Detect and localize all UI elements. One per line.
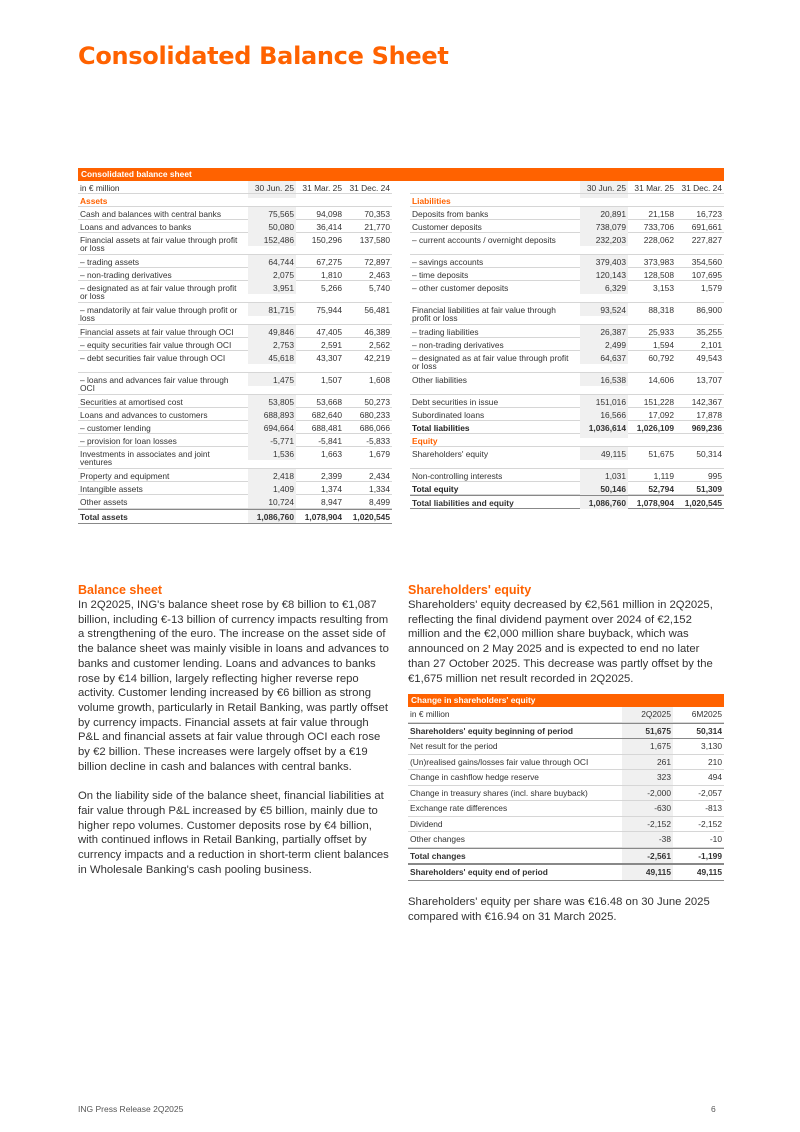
cell-value: 43,307 [316,352,342,363]
cell-value: 67,275 [316,256,342,267]
cell-value [580,194,628,198]
row-label: Total liabilities and equity [412,497,514,508]
paragraph: On the liability side of the balance sheet, financial liabilities at fair value through P&L increased by €5 billion, mainly due to higher repo volumes. Customer deposits rose by €4 billion, with continued inflows in Retail Banking, partially offset by currency impacts and a reduction in short-term client balances in Wholesale Banking's cash pooling business. [78,790,389,876]
table-row [408,801,724,817]
table-row [78,268,392,281]
cell-value: 150,296 [311,234,342,245]
row-label: – customer lending [80,422,151,433]
paragraph: In 2Q2025, ING's balance sheet rose by €8 billion to €1,087 billion, including €-13 billion of currency impacts resulting from a strengthening of the euro. The increase on the asset side of the balance sheet was mainly visible in loans and advances to banks and customer lending. Loans and advances to banks rose by €14 billion, largely reflecting higher reverse repo activity. Customer lending increased by €6 billion as strong volume growth, particularly in Retail Banking, was partly offset by currency impacts. Financial assets at fair value through P&L and financial assets at fair value through OCI each rose by €2 billion. These increases were largely offset by a €19 billion decline in cash and balances with central banks. [78,599,389,773]
table-row [78,351,392,373]
cell-value: 53,668 [316,396,342,407]
column-header: 30 Jun. 25 [248,181,296,193]
table-row [408,770,724,786]
cell-value: -1,199 [698,850,722,861]
cell-value: 8,499 [369,496,390,507]
cell-value: 680,233 [359,409,390,420]
cell-value: 36,414 [316,221,342,232]
table-row [408,817,724,833]
cell-value [628,434,676,438]
table-row [408,832,724,848]
cell-value: 8,947 [321,496,342,507]
cell-value [248,194,296,198]
cell-value: -2,057 [698,787,722,798]
liabilities-column [410,181,724,524]
cell-value: 16,538 [580,373,628,385]
cell-value: 72,897 [364,256,390,267]
cell-value: 45,618 [248,351,296,363]
table-row [78,373,392,395]
cell-value: 1,031 [580,469,628,481]
cell-value: 1,026,109 [636,422,674,433]
table-row [78,338,392,351]
row-label: Subordinated loans [412,409,485,420]
row-label: – trading liabilities [412,326,479,337]
table-row [78,434,392,447]
cell-value: 1,579 [701,282,722,293]
cell-value: 64,637 [580,351,628,363]
cell-value: 682,640 [311,409,342,420]
cell-value: 70,353 [364,208,390,219]
column-header-row [410,181,724,194]
table-row [410,233,724,255]
cell-value: 1,086,760 [248,510,296,522]
cell-value: 10,724 [248,495,296,507]
table-row [408,786,724,802]
table-row [410,408,724,421]
cell-value: 1,594 [653,339,674,350]
cell-value: 60,792 [648,352,674,363]
row-label: Other liabilities [412,374,467,385]
cell-value: 88,318 [648,304,674,315]
cell-value: 49,115 [580,447,628,459]
cell-value: 26,387 [580,325,628,337]
table-header: Consolidated balance sheet [78,168,724,181]
row-label: – non-trading derivatives [412,339,504,350]
row-label: Exchange rate differences [410,803,508,813]
row-label: Change in cashflow hedge reserve [410,772,539,782]
cell-value: 64,744 [248,255,296,267]
cell-value [344,194,392,198]
cell-value: 42,219 [364,352,390,363]
cell-value: -5,771 [248,434,296,446]
row-label: Other assets [80,496,128,507]
equity-change-table [408,694,724,881]
table-row [408,739,724,755]
table-row [78,281,392,303]
assets-column [78,181,392,524]
unit-label [410,181,580,185]
cell-value [676,434,724,438]
cell-value: 107,695 [691,269,722,280]
table-row [410,469,724,482]
cell-value: 261 [622,755,673,770]
row-label: – current accounts / overnight deposits [412,234,556,245]
column-header: 2Q2025 [622,707,673,722]
row-label: – time deposits [412,269,469,280]
table-header: Change in shareholders' equity [408,694,724,707]
cell-value: 21,770 [364,221,390,232]
cell-value: 46,389 [364,326,390,337]
cell-value: 2,418 [248,469,296,481]
cell-value: 51,675 [648,448,674,459]
cell-value: 50,146 [580,482,628,494]
row-label: Assets [80,195,108,206]
row-label: Other changes [410,834,465,844]
table-row [78,447,392,469]
cell-value: 227,827 [691,234,722,245]
table-row [78,303,392,325]
cell-value: 152,486 [248,233,296,245]
row-label: Shareholders' equity end of period [410,867,548,877]
cell-value: 50,314 [696,725,722,736]
cell-value: 75,565 [248,207,296,219]
cell-value: -2,152 [622,817,673,832]
row-label: – equity securities fair value through OCI [80,339,232,350]
cell-value [676,194,724,198]
cell-value: 2,075 [248,268,296,280]
cell-value: 1,679 [369,448,390,459]
table-row [410,220,724,233]
table-row [78,220,392,233]
cell-value: 1,086,760 [580,496,628,508]
row-label: (Un)realised gains/losses fair value through OCI [410,756,589,767]
table-row [410,207,724,220]
row-label: – loans and advances fair value through OCI [80,374,229,394]
cell-value: 1,663 [321,448,342,459]
cell-value: 6,329 [580,281,628,293]
cell-value: 688,893 [248,408,296,420]
cell-value: -813 [705,803,722,813]
row-label: Dividend [410,818,443,829]
cell-value: 51,675 [622,724,673,739]
paragraph: Shareholders' equity per share was €16.48 on 30 June 2025 compared with €16.94 on 31 March 2025. [408,896,710,923]
cell-value: 137,580 [359,234,390,245]
cell-value: 969,236 [691,422,722,433]
table-row [410,303,724,325]
cell-value: 2,499 [580,338,628,350]
balance-sheet-section [78,583,392,877]
cell-value: 142,367 [691,396,722,407]
row-label: – non-trading derivatives [80,269,172,280]
table-row [78,421,392,434]
cell-value: 128,508 [643,269,674,280]
table-row [78,469,392,482]
cell-value: 17,878 [696,409,722,420]
cell-value: 49,115 [696,867,722,877]
table-row [410,395,724,408]
equity-per-share-section [408,895,724,924]
cell-value: 51,309 [696,483,722,494]
cell-value: 2,463 [369,269,390,280]
cell-value: 52,794 [648,483,674,494]
row-label: Loans and advances to customers [80,409,208,420]
column-header: 31 Dec. 24 [349,182,390,193]
cell-value: 1,334 [369,483,390,494]
table-row [78,255,392,268]
cell-value: 56,481 [364,304,390,315]
cell-value: 16,566 [580,408,628,420]
row-label: Shareholders' equity [412,448,489,459]
cell-value: 694,664 [248,421,296,433]
table-row [410,421,724,434]
row-label: – savings accounts [412,256,484,267]
row-label: Financial liabilities at fair value through profit or loss [412,304,556,324]
table-row [78,495,392,509]
row-label: Shareholders' equity beginning of period [410,725,573,736]
cell-value: 35,255 [696,326,722,337]
page-title: Consolidated Balance Sheet [78,42,449,70]
table-row [410,373,724,395]
cell-value: 50,080 [248,220,296,232]
cell-value: 120,143 [580,268,628,280]
row-label: – other customer deposits [412,282,509,293]
cell-value: 354,560 [691,256,722,267]
table-row [410,268,724,281]
row-label: Total changes [410,850,466,861]
row-label: Customer deposits [412,221,482,232]
paragraph: Shareholders' equity decreased by €2,561 million in 2Q2025, reflecting the final dividend payment over 2024 of €2,152 million and the €2,000 million share buyback, which was announced on 2 May 2025 and is expected to end no later than 27 October 2025. This decrease was partly offset by the €1,675 million net result recorded in 2Q2025. [408,599,713,685]
cell-value: 49,846 [248,325,296,337]
table-row [408,755,724,771]
cell-value: 738,079 [580,220,628,232]
cell-value: 1,608 [369,374,390,385]
table-row [410,447,724,469]
cell-value: 5,740 [369,282,390,293]
cell-value: 81,715 [248,303,296,315]
cell-value: 2,591 [321,339,342,350]
column-header: 31 Mar. 25 [634,182,674,193]
cell-value: 995 [708,470,722,481]
cell-value: 232,203 [580,233,628,245]
unit-label: in € million [80,182,120,193]
row-label: Equity [412,435,438,446]
cell-value: 1,020,545 [684,497,722,508]
cell-value: 86,900 [696,304,722,315]
cell-value: 49,115 [622,865,673,880]
cell-value: 1,078,904 [636,497,674,508]
cell-value: -2,152 [698,818,722,829]
table-row [410,255,724,268]
table-row [78,509,392,523]
cell-value: 686,066 [359,422,390,433]
cell-value: 50,314 [696,448,722,459]
cell-value: 1,020,545 [352,511,390,522]
row-label: – trading assets [80,256,140,267]
row-label: Total assets [80,511,128,522]
table-row [408,723,724,740]
cell-value: 3,153 [653,282,674,293]
cell-value: 151,228 [643,396,674,407]
row-label: Property and equipment [80,470,170,481]
table-row [408,864,724,881]
footer-source: ING Press Release 2Q2025 [78,1104,184,1114]
cell-value: 21,158 [648,208,674,219]
row-label: – mandatorily at fair value through profit or loss [80,304,238,324]
cell-value: -10 [709,834,722,844]
cell-value: 50,273 [364,396,390,407]
cell-value: 1,536 [248,447,296,459]
cell-value: 14,606 [648,374,674,385]
cell-value: 494 [708,772,722,782]
row-label: Cash and balances with central banks [80,208,222,219]
row-label: Non-controlling interests [412,470,503,481]
table-row [78,325,392,338]
row-label: Deposits from banks [412,208,489,219]
column-header: 31 Dec. 24 [681,182,722,193]
cell-value: 1,810 [321,269,342,280]
cell-value: 17,092 [648,409,674,420]
cell-value: 1,675 [622,739,673,754]
section-heading: Shareholders' equity [408,583,532,597]
cell-value: 2,753 [248,338,296,350]
table-row [78,233,392,255]
row-label: Loans and advances to banks [80,221,192,232]
table-row [410,325,724,338]
column-header: 6M2025 [691,709,722,719]
cell-value: -2,561 [622,849,673,864]
cell-value: 1,409 [248,482,296,494]
table-row [410,281,724,303]
row-label: Liabilities [412,195,451,206]
cell-value: 2,399 [321,470,342,481]
cell-value: 373,983 [643,256,674,267]
column-header: 31 Mar. 25 [302,182,342,193]
cell-value: -630 [622,801,673,816]
row-label: Debt securities in issue [412,396,499,407]
cell-value: 2,434 [369,470,390,481]
cell-value: 3,130 [701,741,722,751]
equity-section [408,583,724,686]
row-label: – debt securities fair value through OCI [80,352,226,363]
cell-value: 1,119 [653,470,674,481]
cell-value: 13,707 [696,374,722,385]
row-label: Intangible assets [80,483,143,494]
column-header-row [78,181,392,194]
cell-value: 151,016 [580,395,628,407]
table-row [410,351,724,373]
page-number: 6 [711,1104,716,1114]
cell-value: 691,661 [691,221,722,232]
cell-value: 3,951 [248,281,296,293]
cell-value: 2,101 [701,339,722,350]
cell-value: 1,507 [321,374,342,385]
cell-value: 733,706 [643,221,674,232]
cell-value: -38 [622,832,673,847]
cell-value: 16,723 [696,208,722,219]
cell-value: -5,833 [366,435,390,446]
table-row [78,194,392,207]
row-label: Financial assets at fair value through profit or loss [80,234,238,254]
cell-value: 49,543 [696,352,722,363]
cell-value: 688,481 [311,422,342,433]
cell-value: 1,078,904 [304,511,342,522]
row-label: Financial assets at fair value through OCI [80,326,234,337]
row-label: Change in treasury shares (incl. share buyback) [410,787,588,798]
cell-value: 20,891 [580,207,628,219]
cell-value: 1,475 [248,373,296,385]
cell-value: 53,805 [248,395,296,407]
table-row [410,434,724,447]
cell-value: -5,841 [318,435,342,446]
cell-value: 1,374 [321,483,342,494]
cell-value: 25,933 [648,326,674,337]
cell-value: 5,266 [321,282,342,293]
cell-value: 379,403 [580,255,628,267]
cell-value: -2,000 [622,786,673,801]
cell-value: 323 [622,770,673,785]
row-label: Securities at amortised cost [80,396,183,407]
cell-value: 94,098 [316,208,342,219]
cell-value [296,194,344,198]
cell-value: 1,036,614 [580,421,628,433]
row-label: – designated as at fair value through profit or loss [80,282,237,302]
table-row [78,482,392,495]
section-heading: Balance sheet [78,583,163,597]
table-row [410,338,724,351]
table-row [78,395,392,408]
cell-value [628,194,676,198]
cell-value: 93,524 [580,303,628,315]
table-row [410,194,724,207]
cell-value: 228,062 [643,234,674,245]
unit-label: in € million [410,709,450,719]
row-label: – provision for loan losses [80,435,177,446]
cell-value: 47,405 [316,326,342,337]
row-label: Total liabilities [412,422,470,433]
cell-value [580,434,628,438]
cell-value: 2,562 [369,339,390,350]
row-label: – designated as at fair value through profit or loss [412,352,569,372]
column-header: 30 Jun. 25 [580,181,628,193]
cell-value: 210 [708,756,722,767]
row-label: Net result for the period [410,741,498,751]
cell-value: 75,944 [316,304,342,315]
table-row [410,482,724,495]
column-header-row [408,707,724,723]
row-label: Investments in associates and joint ventures [80,448,210,468]
table-row [408,848,724,865]
table-row [78,207,392,220]
table-row [78,408,392,421]
row-label: Total equity [412,483,459,494]
balance-sheet-table [78,168,724,524]
table-row [410,495,724,509]
